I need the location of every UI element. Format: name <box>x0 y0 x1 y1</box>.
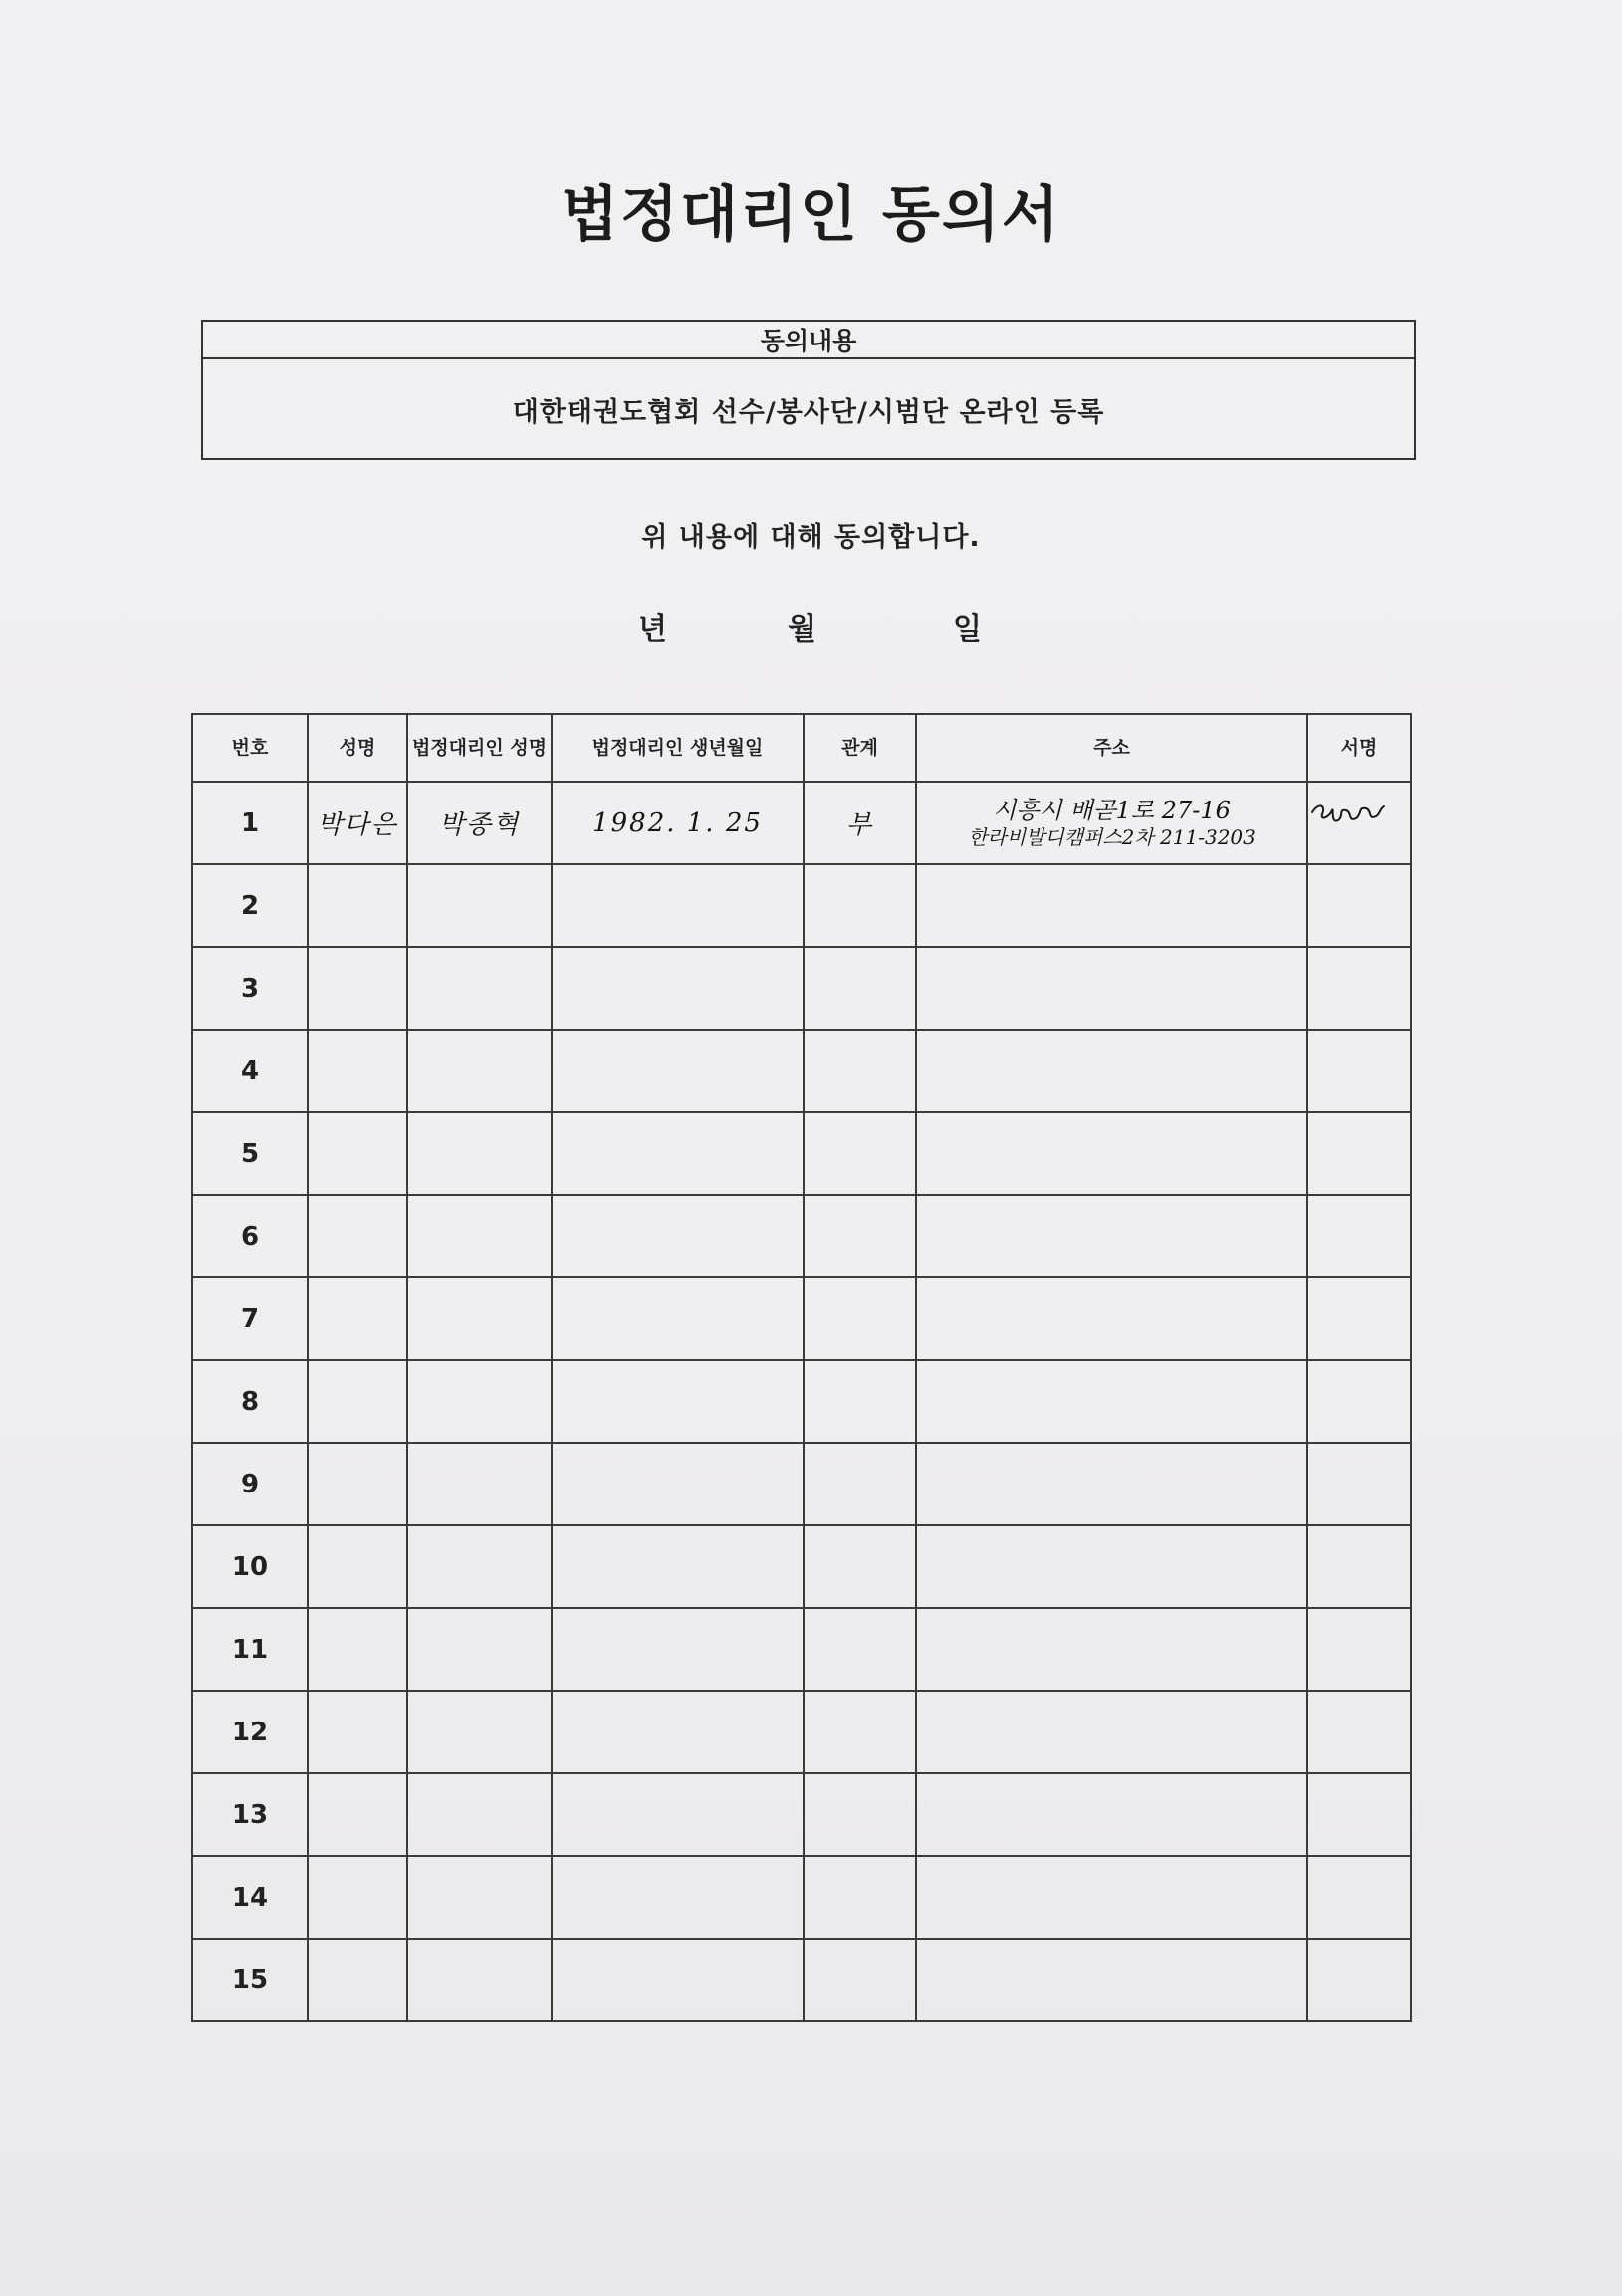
table-row <box>192 1112 1411 1195</box>
agree-statement: 위 내용에 대해 동의합니다. <box>641 522 981 553</box>
address-cell[interactable] <box>916 1608 1307 1691</box>
table-row <box>192 1525 1411 1608</box>
date-month-label: 월 <box>788 612 816 647</box>
guardian-name-cell[interactable] <box>407 1525 552 1608</box>
address-cell[interactable] <box>916 1691 1307 1773</box>
table-row <box>192 782 1411 864</box>
guardian-birth-cell[interactable] <box>552 1112 804 1195</box>
signature-cell[interactable] <box>1307 1608 1411 1691</box>
guardian-birth-cell[interactable] <box>552 1691 804 1773</box>
roster-body <box>192 782 1411 2021</box>
table-row <box>192 1360 1411 1443</box>
signature-cell[interactable] <box>1307 782 1411 864</box>
signature-cell[interactable] <box>1307 1360 1411 1443</box>
header-guardian-name: 법정대리인 성명 <box>407 714 552 782</box>
address-cell[interactable] <box>916 1939 1307 2021</box>
member-name-cell[interactable] <box>308 1939 407 2021</box>
consent-content-heading: 동의내용 <box>203 322 1414 359</box>
address-cell[interactable] <box>916 1773 1307 1856</box>
guardian-name-cell[interactable] <box>407 1856 552 1939</box>
row-number: 13 <box>192 1773 308 1856</box>
date-year-label: 년 <box>638 612 667 647</box>
member-name-cell[interactable] <box>308 1773 407 1856</box>
signature-cell[interactable] <box>1307 1277 1411 1360</box>
guardian-birth-cell[interactable] <box>552 1608 804 1691</box>
header-guardian-birth: 법정대리인 생년월일 <box>552 714 804 782</box>
guardian-name-cell[interactable] <box>407 1773 552 1856</box>
guardian-name-cell[interactable] <box>407 1030 552 1112</box>
address-cell[interactable] <box>916 782 1307 864</box>
table-row <box>192 1030 1411 1112</box>
signature-cell[interactable] <box>1307 1030 1411 1112</box>
header-signature: 서명 <box>1307 714 1411 782</box>
address-cell[interactable] <box>916 947 1307 1030</box>
guardian-birth-cell[interactable] <box>552 1277 804 1360</box>
member-name-cell[interactable] <box>308 1360 407 1443</box>
address-cell[interactable] <box>916 1443 1307 1525</box>
table-row <box>192 1691 1411 1773</box>
member-name-cell[interactable] <box>308 947 407 1030</box>
relation-cell[interactable]: 부 <box>804 782 916 864</box>
member-name-cell[interactable] <box>308 1195 407 1277</box>
signature-cell[interactable] <box>1307 947 1411 1030</box>
guardian-name-cell[interactable] <box>407 1939 552 2021</box>
row-number: 6 <box>192 1195 308 1277</box>
table-row <box>192 1195 1411 1277</box>
guardian-birth-cell[interactable] <box>552 947 804 1030</box>
signature-cell[interactable] <box>1307 1939 1411 2021</box>
table-header-row <box>192 714 1411 782</box>
guardian-birth-cell[interactable]: 1982. 1. 25 <box>552 782 804 864</box>
row-number: 15 <box>192 1939 308 2021</box>
relation-cell[interactable] <box>804 1360 916 1443</box>
signature-cell[interactable] <box>1307 1773 1411 1856</box>
member-name-cell[interactable] <box>308 1856 407 1939</box>
table-row <box>192 864 1411 947</box>
guardian-name-cell[interactable] <box>407 1195 552 1277</box>
consent-content-text: 대한태권도협회 선수/봉사단/시범단 온라인 등록 <box>512 397 1105 428</box>
member-name-cell[interactable] <box>308 1112 407 1195</box>
table-row <box>192 1608 1411 1691</box>
address-line-2: 한라비발디캠퍼스2차 211-3203 <box>968 824 1256 849</box>
member-name-cell[interactable] <box>308 1277 407 1360</box>
guardian-birth-cell[interactable] <box>552 1030 804 1112</box>
relation-cell[interactable] <box>804 1443 916 1525</box>
relation-cell[interactable] <box>804 947 916 1030</box>
guardian-name-cell[interactable] <box>407 864 552 947</box>
handwritten-signature <box>1308 799 1388 848</box>
address-cell[interactable] <box>916 1856 1307 1939</box>
relation-cell[interactable] <box>804 1112 916 1195</box>
header-name: 성명 <box>308 714 407 782</box>
guardian-birth-cell[interactable] <box>552 1773 804 1856</box>
relation-cell[interactable] <box>804 1773 916 1856</box>
member-name-cell[interactable] <box>308 864 407 947</box>
signature-cell[interactable] <box>1307 864 1411 947</box>
guardian-name-cell[interactable] <box>407 1443 552 1525</box>
table-row <box>192 1856 1411 1939</box>
guardian-name-cell[interactable] <box>407 1608 552 1691</box>
date-day-label: 일 <box>953 612 982 647</box>
address-cell[interactable] <box>916 1112 1307 1195</box>
header-relation: 관계 <box>804 714 916 782</box>
relation-cell[interactable] <box>804 1030 916 1112</box>
member-name-cell[interactable]: 박다은 <box>308 782 407 864</box>
row-number: 7 <box>192 1277 308 1360</box>
guardian-name-cell[interactable] <box>407 1360 552 1443</box>
relation-cell[interactable] <box>804 1856 916 1939</box>
relation-cell[interactable] <box>804 1195 916 1277</box>
signature-cell[interactable] <box>1307 1525 1411 1608</box>
member-name-cell[interactable] <box>308 1443 407 1525</box>
consent-content-box <box>201 320 1416 460</box>
relation-cell[interactable] <box>804 1939 916 2021</box>
table-row <box>192 1773 1411 1856</box>
document-title: 법정대리인 동의서 <box>561 180 1061 250</box>
guardian-birth-cell[interactable] <box>552 1360 804 1443</box>
relation-cell[interactable] <box>804 1277 916 1360</box>
relation-cell[interactable] <box>804 1608 916 1691</box>
row-number: 8 <box>192 1360 308 1443</box>
signature-cell[interactable] <box>1307 1195 1411 1277</box>
guardian-name-cell[interactable] <box>407 1112 552 1195</box>
member-name-cell[interactable] <box>308 1030 407 1112</box>
guardian-birth-cell[interactable] <box>552 1195 804 1277</box>
address-cell[interactable] <box>916 1195 1307 1277</box>
guardian-name-cell[interactable] <box>407 947 552 1030</box>
row-number: 2 <box>192 864 308 947</box>
row-number: 3 <box>192 947 308 1030</box>
guardian-name-cell[interactable] <box>407 1277 552 1360</box>
signature-cell[interactable] <box>1307 1691 1411 1773</box>
guardian-roster-table <box>191 713 1412 2022</box>
member-name-cell[interactable] <box>308 1691 407 1773</box>
address-cell[interactable] <box>916 864 1307 947</box>
address-cell[interactable] <box>916 1277 1307 1360</box>
row-number: 10 <box>192 1525 308 1608</box>
row-number: 11 <box>192 1608 308 1691</box>
row-number: 5 <box>192 1112 308 1195</box>
member-name-cell[interactable] <box>308 1525 407 1608</box>
address-cell[interactable] <box>916 1360 1307 1443</box>
row-number: 12 <box>192 1691 308 1773</box>
relation-cell[interactable] <box>804 864 916 947</box>
address-cell[interactable] <box>916 1030 1307 1112</box>
table-row <box>192 1443 1411 1525</box>
guardian-name-cell[interactable] <box>407 1691 552 1773</box>
member-name-cell[interactable] <box>308 1608 407 1691</box>
guardian-birth-cell[interactable] <box>552 864 804 947</box>
address-cell[interactable] <box>916 1525 1307 1608</box>
header-number: 번호 <box>192 714 308 782</box>
signature-cell[interactable] <box>1307 1443 1411 1525</box>
guardian-name-cell[interactable]: 박종혁 <box>407 782 552 864</box>
signature-cell[interactable] <box>1307 1856 1411 1939</box>
table-row <box>192 1277 1411 1360</box>
guardian-birth-cell[interactable] <box>552 1525 804 1608</box>
row-number: 14 <box>192 1856 308 1939</box>
relation-cell[interactable] <box>804 1525 916 1608</box>
row-number: 1 <box>192 782 308 864</box>
table-row <box>192 1939 1411 2021</box>
guardian-birth-cell[interactable] <box>552 1856 804 1939</box>
relation-cell[interactable] <box>804 1691 916 1773</box>
address-line-1: 시흥시 배곧1로 27-16 <box>993 797 1231 825</box>
table-row <box>192 947 1411 1030</box>
guardian-birth-cell[interactable] <box>552 1443 804 1525</box>
header-address: 주소 <box>916 714 1307 782</box>
guardian-birth-cell[interactable] <box>552 1939 804 2021</box>
row-number: 9 <box>192 1443 308 1525</box>
row-number: 4 <box>192 1030 308 1112</box>
signature-cell[interactable] <box>1307 1112 1411 1195</box>
